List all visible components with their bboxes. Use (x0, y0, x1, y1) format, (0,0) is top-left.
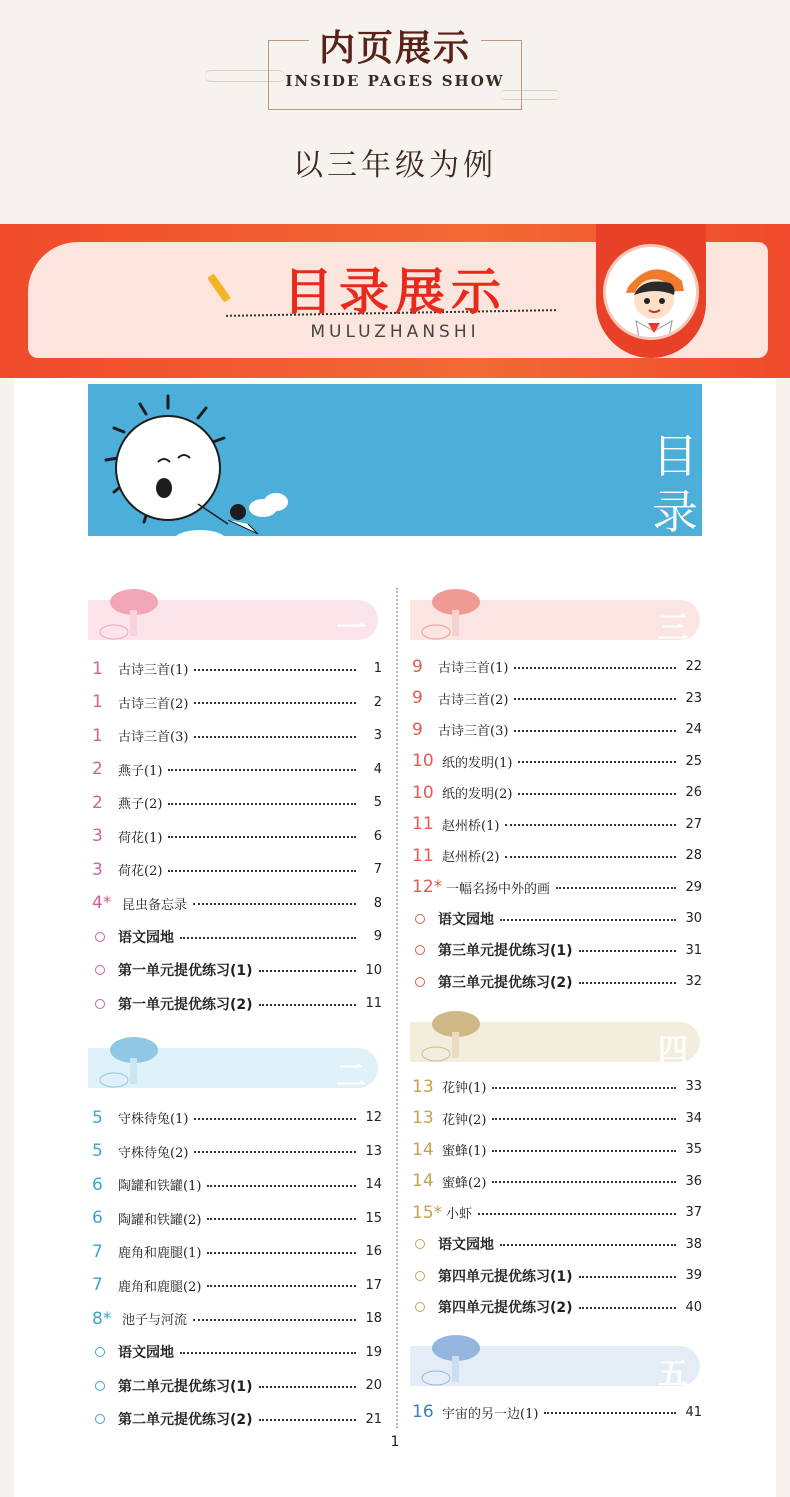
page-ref: 18 (365, 1311, 382, 1327)
toc-row[interactable] (92, 686, 382, 720)
unit-4-list (412, 1071, 702, 1323)
lesson-title: 纸的发明(2) (442, 787, 513, 803)
page-ref: 14 (365, 1177, 382, 1193)
leader-dots (492, 1181, 676, 1183)
page-ref: 28 (685, 848, 702, 864)
lesson-title: 花钟(2) (442, 1112, 487, 1128)
lesson-title: 鹿角和鹿腿(1) (118, 1246, 202, 1262)
lesson-number: 5 (92, 1141, 103, 1162)
leader-dots (168, 870, 356, 872)
leader-dots (194, 1118, 356, 1120)
lesson-number: 9 (412, 688, 423, 709)
unit-3-list (412, 651, 702, 998)
lesson-title: 语文园地 (118, 1345, 174, 1362)
lesson-number: 15* (412, 1202, 443, 1223)
lesson-title: 第四单元提优练习(2) (438, 1300, 573, 1317)
lesson-title: 花钟(1) (442, 1081, 487, 1097)
toc-row[interactable] (412, 1134, 702, 1166)
lesson-title: 守株待兔(1) (118, 1112, 189, 1128)
lesson-title: 古诗三首(2) (438, 692, 509, 708)
circle-icon (95, 965, 105, 975)
lesson-number: 2 (92, 759, 103, 780)
toc-row[interactable] (412, 1229, 702, 1261)
lesson-number: 9 (412, 656, 423, 677)
page-ref: 3 (373, 728, 382, 744)
unit-2-list (92, 1101, 382, 1436)
lesson-number: 9 (412, 719, 423, 740)
column-divider (396, 588, 398, 1428)
page-ref: 31 (685, 942, 702, 958)
lesson-title: 蜜蜂(2) (442, 1175, 487, 1191)
banner-pinyin: MULUZHANSHI (310, 322, 480, 342)
lesson-title: 守株待兔(2) (118, 1145, 189, 1161)
leader-dots (492, 1150, 676, 1152)
lesson-number: 4* (92, 893, 112, 914)
toc-heading-char: 目 (652, 429, 698, 483)
circle-icon (95, 1414, 105, 1424)
lesson-title: 古诗三首(3) (438, 724, 509, 740)
lesson-title: 昆虫备忘录 (122, 897, 188, 913)
page-ref: 5 (373, 795, 382, 811)
toc-row[interactable] (412, 903, 702, 935)
lesson-title: 语文园地 (438, 1237, 494, 1254)
toc-row[interactable] (92, 853, 382, 887)
leader-dots (518, 761, 676, 763)
mushroom-icon (420, 1332, 480, 1388)
toc-row[interactable] (92, 887, 382, 921)
lesson-title: 蜜蜂(1) (442, 1144, 487, 1160)
leader-dots (492, 1118, 676, 1120)
page-ref: 13 (365, 1143, 382, 1159)
lesson-title: 陶罐和铁罐(1) (118, 1179, 202, 1195)
lesson-title: 荷花(1) (118, 830, 163, 846)
lesson-title: 池子与河流 (122, 1313, 188, 1329)
toc-row[interactable] (412, 1103, 702, 1135)
toc-row[interactable] (92, 1369, 382, 1403)
lesson-title: 燕子(2) (118, 797, 163, 813)
leader-dots (168, 803, 356, 805)
page-ref: 1 (373, 661, 382, 677)
toc-row[interactable] (92, 954, 382, 988)
toc-row[interactable] (412, 1292, 702, 1324)
toc-row[interactable] (412, 651, 702, 683)
leader-dots (259, 1386, 356, 1388)
toc-row[interactable] (412, 1166, 702, 1198)
page-ref: 20 (365, 1378, 382, 1394)
toc-row[interactable] (412, 1260, 702, 1292)
toc-row[interactable] (92, 1403, 382, 1437)
lesson-number: 14 (412, 1139, 434, 1160)
page-ref: 15 (365, 1210, 382, 1226)
page-ref: 19 (365, 1344, 382, 1360)
lesson-number: 1 (92, 725, 103, 746)
leader-dots (207, 1218, 356, 1220)
lesson-title: 一幅名扬中外的画 (446, 881, 551, 897)
leader-dots (514, 667, 676, 669)
lesson-number: 13 (412, 1076, 434, 1097)
toc-row[interactable] (412, 746, 702, 778)
lesson-title: 第三单元提优练习(1) (438, 943, 573, 960)
leader-dots (168, 769, 356, 771)
lesson-number: 13 (412, 1108, 434, 1129)
unit-1-list (92, 652, 382, 1021)
mushroom-icon (98, 1034, 158, 1090)
leader-dots (259, 970, 356, 972)
lesson-title: 鹿角和鹿腿(2) (118, 1279, 202, 1295)
leader-dots (194, 736, 356, 738)
lesson-number: 1 (92, 658, 103, 679)
toc-row[interactable] (92, 1302, 382, 1336)
leader-dots (579, 1276, 676, 1278)
leader-dots (514, 698, 676, 700)
page-ref: 7 (373, 862, 382, 878)
leader-dots (207, 1252, 356, 1254)
page-ref: 17 (365, 1277, 382, 1293)
page-ref: 30 (685, 911, 702, 927)
lesson-title: 荷花(2) (118, 864, 163, 880)
toc-row[interactable] (412, 1397, 702, 1427)
leader-dots (180, 937, 356, 939)
toc-row[interactable] (92, 753, 382, 787)
lesson-title: 语文园地 (118, 929, 174, 946)
lesson-number: 10 (412, 782, 434, 803)
toc-row[interactable] (92, 987, 382, 1021)
header-title: 内页展示 (268, 20, 522, 71)
page-ref: 33 (685, 1079, 702, 1095)
leader-dots (194, 1151, 356, 1153)
leader-dots (500, 1244, 676, 1246)
mushroom-icon (98, 586, 158, 642)
lesson-title: 古诗三首(3) (118, 730, 189, 746)
page-ref: 6 (373, 828, 382, 844)
lesson-title: 古诗三首(2) (118, 696, 189, 712)
circle-icon (415, 1239, 425, 1249)
mushroom-icon (420, 1008, 480, 1064)
lesson-title: 纸的发明(1) (442, 755, 513, 771)
toc-row[interactable] (412, 1197, 702, 1229)
mushroom-icon (420, 586, 480, 642)
toc-row[interactable] (412, 935, 702, 967)
lesson-title: 第一单元提优练习(1) (118, 963, 253, 980)
leader-dots (500, 919, 676, 921)
circle-icon (95, 999, 105, 1009)
page-ref: 39 (685, 1268, 702, 1284)
lesson-number: 12* (412, 877, 443, 898)
unit-5-list (412, 1397, 702, 1427)
header-subtitle: INSIDE PAGES SHOW (285, 72, 505, 90)
page-ref: 26 (685, 785, 702, 801)
leader-dots (579, 950, 676, 952)
leader-dots (492, 1087, 676, 1089)
circle-icon (415, 945, 425, 955)
toc-row[interactable] (92, 920, 382, 954)
page-ref: 36 (685, 1173, 702, 1189)
leader-dots (544, 1412, 676, 1414)
page-ref: 40 (685, 1299, 702, 1315)
lesson-number: 1 (92, 692, 103, 713)
page-ref: 37 (685, 1205, 702, 1221)
leader-dots (194, 702, 356, 704)
toc-heading-char: 录 (652, 485, 698, 539)
circle-icon (95, 1347, 105, 1357)
toc-row[interactable] (92, 786, 382, 820)
unit-number-1: 一 (336, 611, 366, 646)
circle-icon (95, 1381, 105, 1391)
leader-dots (193, 1319, 356, 1321)
leader-dots (207, 1285, 356, 1287)
lesson-number: 16 (412, 1402, 434, 1422)
circle-icon (95, 932, 105, 942)
leader-dots (579, 1307, 676, 1309)
leader-dots (518, 793, 676, 795)
page-ref: 24 (685, 722, 702, 738)
page-ref: 12 (365, 1110, 382, 1126)
toc-row[interactable] (92, 1269, 382, 1303)
circle-icon (415, 977, 425, 987)
lesson-title: 古诗三首(1) (438, 661, 509, 677)
lesson-title: 小虾 (446, 1207, 473, 1223)
unit-number-2: 二 (336, 1059, 366, 1094)
toc-row[interactable] (92, 820, 382, 854)
page-ref: 21 (365, 1411, 382, 1427)
toc-heading (648, 428, 702, 540)
leader-dots (180, 1352, 356, 1354)
toc-row[interactable] (412, 840, 702, 872)
lesson-number: 7 (92, 1275, 103, 1296)
circle-icon (415, 1302, 425, 1312)
unit-number-4: 四 (658, 1033, 688, 1068)
page-ref: 27 (685, 816, 702, 832)
lesson-number: 7 (92, 1241, 103, 1262)
page-ref: 8 (373, 895, 382, 911)
toc-row[interactable] (412, 1071, 702, 1103)
leader-dots (579, 982, 676, 984)
lesson-title: 第三单元提优练习(2) (438, 974, 573, 991)
page-ref: 34 (685, 1110, 702, 1126)
page-ref: 32 (685, 974, 702, 990)
leader-dots (514, 730, 676, 732)
lesson-number: 2 (92, 792, 103, 813)
sun-illustration (88, 384, 702, 536)
toc-row[interactable] (92, 652, 382, 686)
leader-dots (207, 1185, 356, 1187)
toc-row[interactable] (92, 1168, 382, 1202)
page-ref: 23 (685, 690, 702, 706)
circle-icon (415, 914, 425, 924)
lesson-number: 6 (92, 1174, 103, 1195)
lesson-number: 8* (92, 1308, 112, 1329)
lesson-title: 第二单元提优练习(1) (118, 1378, 253, 1395)
toc-row[interactable] (412, 872, 702, 904)
lesson-number: 6 (92, 1208, 103, 1229)
lesson-title: 陶罐和铁罐(2) (118, 1212, 202, 1228)
leader-dots (194, 669, 356, 671)
lesson-number: 3 (92, 826, 103, 847)
toc-row[interactable] (92, 1235, 382, 1269)
page-ref: 9 (373, 929, 382, 945)
lesson-title: 赵州桥(2) (442, 850, 500, 866)
page-ref: 11 (365, 996, 382, 1012)
leader-dots (259, 1004, 356, 1006)
lesson-title: 第四单元提优练习(1) (438, 1268, 573, 1285)
lesson-number: 10 (412, 751, 434, 772)
leader-dots (259, 1419, 356, 1421)
lesson-number: 14 (412, 1171, 434, 1192)
banner-title: 目录展示 (283, 263, 507, 321)
toc-row[interactable] (92, 719, 382, 753)
lesson-title: 第二单元提优练习(2) (118, 1412, 253, 1429)
page-ref: 16 (365, 1244, 382, 1260)
leader-dots (168, 836, 356, 838)
toc-row[interactable] (412, 777, 702, 809)
leader-dots (478, 1213, 676, 1215)
grade-example-text: 以三年级为例 (293, 148, 497, 183)
page-ref: 29 (685, 879, 702, 895)
circle-icon (415, 1271, 425, 1281)
page-number: 1 (390, 1434, 400, 1450)
lesson-title: 语文园地 (438, 911, 494, 928)
toc-row[interactable] (412, 683, 702, 715)
page-ref: 4 (373, 761, 382, 777)
toc-row[interactable] (412, 966, 702, 998)
leader-dots (556, 887, 676, 889)
lesson-number: 3 (92, 859, 103, 880)
page-ref: 41 (685, 1404, 702, 1420)
lesson-number: 5 (92, 1107, 103, 1128)
toc-header-panel (88, 384, 702, 536)
lesson-title: 宇宙的另一边(1) (442, 1406, 539, 1422)
toc-row[interactable] (412, 809, 702, 841)
leader-dots (505, 824, 676, 826)
lesson-number: 11 (412, 845, 434, 866)
lesson-title: 燕子(1) (118, 763, 163, 779)
lesson-title: 古诗三首(1) (118, 663, 189, 679)
leader-dots (193, 903, 356, 905)
page-ref: 22 (685, 659, 702, 675)
toc-row[interactable] (92, 1336, 382, 1370)
page-ref: 25 (685, 753, 702, 769)
unit-number-5: 五 (658, 1357, 688, 1392)
lesson-title: 第一单元提优练习(2) (118, 996, 253, 1013)
page-ref: 2 (373, 694, 382, 710)
unit-number-3: 三 (658, 611, 688, 646)
toc-row[interactable] (412, 714, 702, 746)
lesson-title: 赵州桥(1) (442, 818, 500, 834)
page-ref: 35 (685, 1142, 702, 1158)
toc-row[interactable] (92, 1135, 382, 1169)
mascot-icon (603, 244, 699, 340)
leader-dots (505, 856, 676, 858)
toc-row[interactable] (92, 1202, 382, 1236)
page-ref: 10 (365, 962, 382, 978)
page-ref: 38 (685, 1236, 702, 1252)
toc-row[interactable] (92, 1101, 382, 1135)
lesson-number: 11 (412, 814, 434, 835)
